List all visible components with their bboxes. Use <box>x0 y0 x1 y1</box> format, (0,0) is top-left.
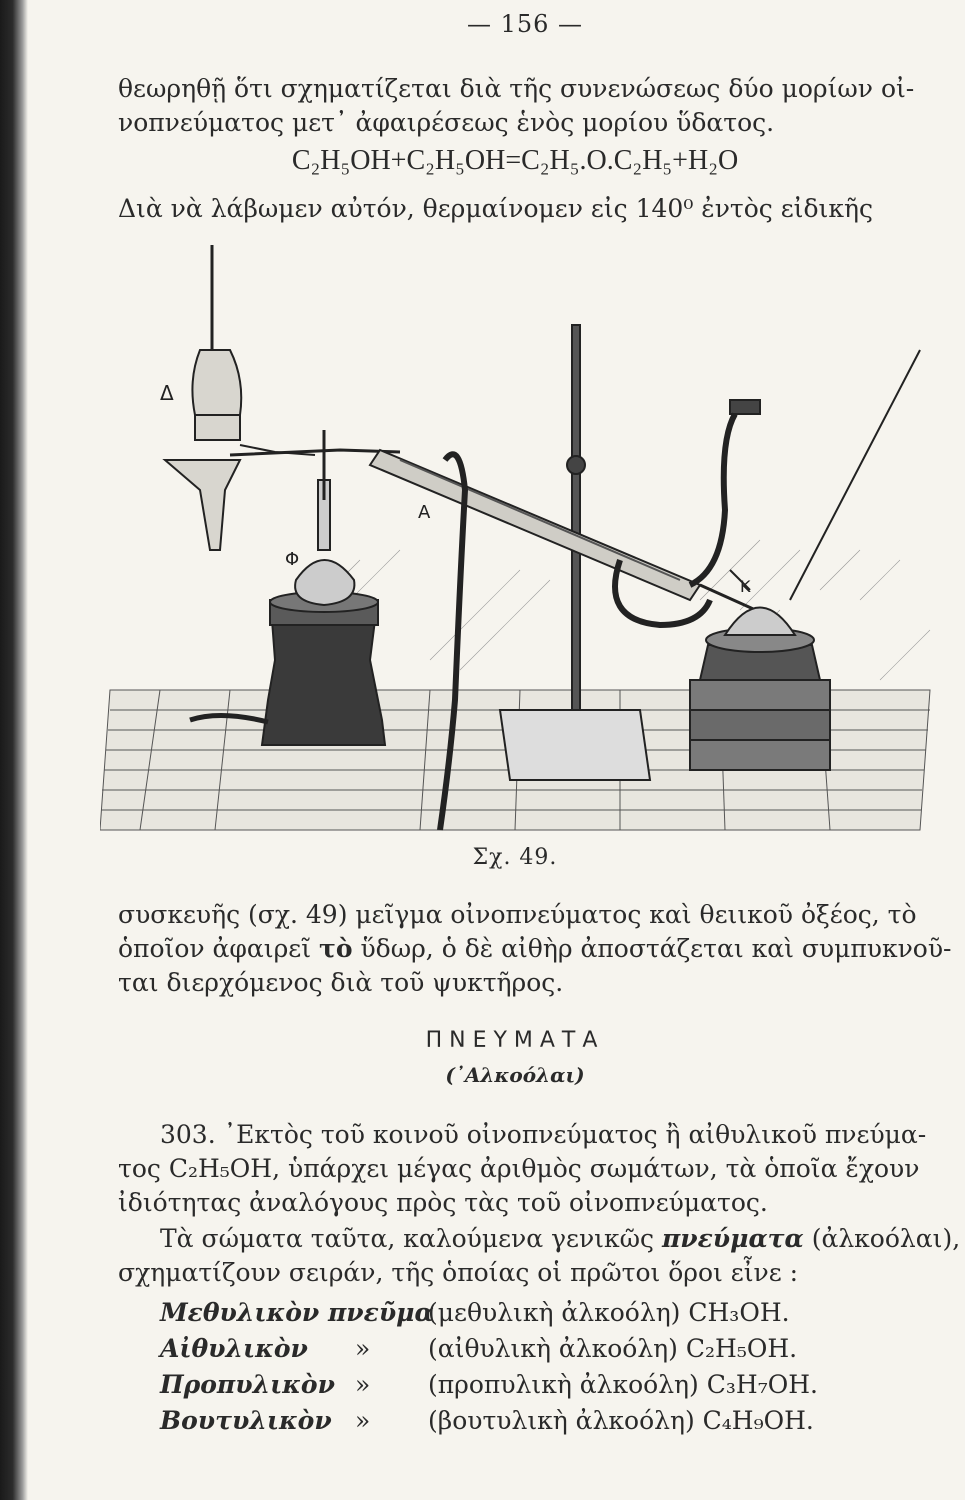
text-line: 303. ᾽Εκτὸς τοῦ κοινοῦ οἰνοπνεύματος ἢ αἰθυλικοῦ πνεύμα- <box>160 1120 927 1149</box>
ditto-mark: » <box>355 1334 371 1363</box>
alcohol-name: Μεθυλικὸν πνεῦμα <box>160 1298 434 1327</box>
figure-apparatus-illustration <box>100 240 940 840</box>
ditto-mark: » <box>355 1370 371 1399</box>
text-line: νοπνεύματος μετ᾽ ἀφαιρέσεως ἑνὸς μορίου ὕδατος. <box>118 108 775 137</box>
figure-caption: Σχ. 49. <box>472 845 558 870</box>
text-line <box>118 1222 961 1256</box>
list-item <box>160 1370 840 1406</box>
alcohol-name: Βουτυλικὸν <box>160 1406 332 1435</box>
text-segment: ὁποῖον ἀφαιρεῖ <box>118 934 312 963</box>
paragraph-303 <box>118 1118 927 1220</box>
list-item <box>160 1334 840 1370</box>
text-line: Διὰ νὰ λάβωμεν αὐτόν, θερμαίνομεν εἰς 140⁰ ἐντὸς εἰδικῆς <box>118 194 873 223</box>
alcohol-description: (προπυλικὴ ἀλκοόλη) C₃H₇OH. <box>428 1370 818 1399</box>
dropping-funnel <box>165 245 315 550</box>
text-line <box>118 932 952 966</box>
alcohol-name: Προπυλικὸν <box>160 1370 335 1399</box>
page-binding-shadow <box>0 0 28 1500</box>
text-line: ἰδιότητας ἀναλόγους πρὸς τὰς τοῦ οἰνοπνεύματος. <box>118 1188 768 1217</box>
bold-article: τὸ <box>319 934 353 963</box>
text-line: συσκευῆς (σχ. 49) μεῖγμα οἰνοπνεύματος καὶ θειικοῦ ὀξέος, τὸ <box>118 900 917 929</box>
alcohol-description: (μεθυλικὴ ἀλκοόλη) CH₃OH. <box>428 1298 790 1327</box>
paragraph-after-figure <box>118 898 952 1000</box>
figure-label-kappa: Κ <box>740 577 751 596</box>
text-line: θεωρηθῇ ὅτι σχηματίζεται διὰ τῆς συνενώσεως δύο μορίων οἰ- <box>118 74 915 103</box>
text-line: ται διερχόμενος διὰ τοῦ ψυκτῆρος. <box>118 968 564 997</box>
alcohol-description: (αἰθυλικὴ ἀλκοόλη) C₂H₅OH. <box>428 1334 798 1363</box>
bold-term: πνεύματα <box>661 1224 804 1253</box>
section-subtitle: (᾽Αλκοόλαι) <box>445 1063 585 1087</box>
figure-label-phi: Φ <box>285 549 300 570</box>
water-tap <box>690 400 760 585</box>
list-item <box>160 1298 840 1334</box>
text-line: σχηματίζουν σειράν, τῆς ὁποίας οἱ πρῶτοι ὅροι εἶνε : <box>118 1258 799 1287</box>
alcohol-name: Αἰθυλικὸν <box>160 1334 308 1363</box>
text-segment: Τὰ σώματα ταῦτα, καλούμενα γενικῶς <box>160 1224 654 1253</box>
chemical-equation: C₂H₅OH+C₂H₅OH=C₂H₅.O.C₂H₅+H₂O <box>291 145 739 176</box>
page-number: — 156 — <box>466 10 584 38</box>
text-segment: ὕδωρ, ὁ δὲ αἰθὴρ ἀποστάζεται καὶ συμπυκνοῦ- <box>360 934 952 963</box>
alcohol-list <box>160 1298 840 1442</box>
text-segment: (ἀλκοόλαι), <box>811 1224 961 1253</box>
section-title: ΠΝΕΥΜΑΤΑ <box>425 1028 605 1053</box>
alcohol-description: (βουτυλικὴ ἀλκοόλη) C₄H₉OH. <box>428 1406 814 1435</box>
figure-label-delta: Δ <box>160 381 174 405</box>
list-item <box>160 1406 840 1442</box>
paragraph-alcohols-intro <box>118 1222 961 1290</box>
ditto-mark: » <box>355 1406 371 1435</box>
intro-paragraph <box>118 72 918 140</box>
text-line: τος C₂H₅OH, ὑπάρχει μέγας ἀριθμὸς σωμάτων, τὰ ὁποῖα ἔχουν <box>118 1154 920 1183</box>
figure-label-alpha: Α <box>418 502 431 523</box>
paragraph-before-figure <box>118 192 918 226</box>
